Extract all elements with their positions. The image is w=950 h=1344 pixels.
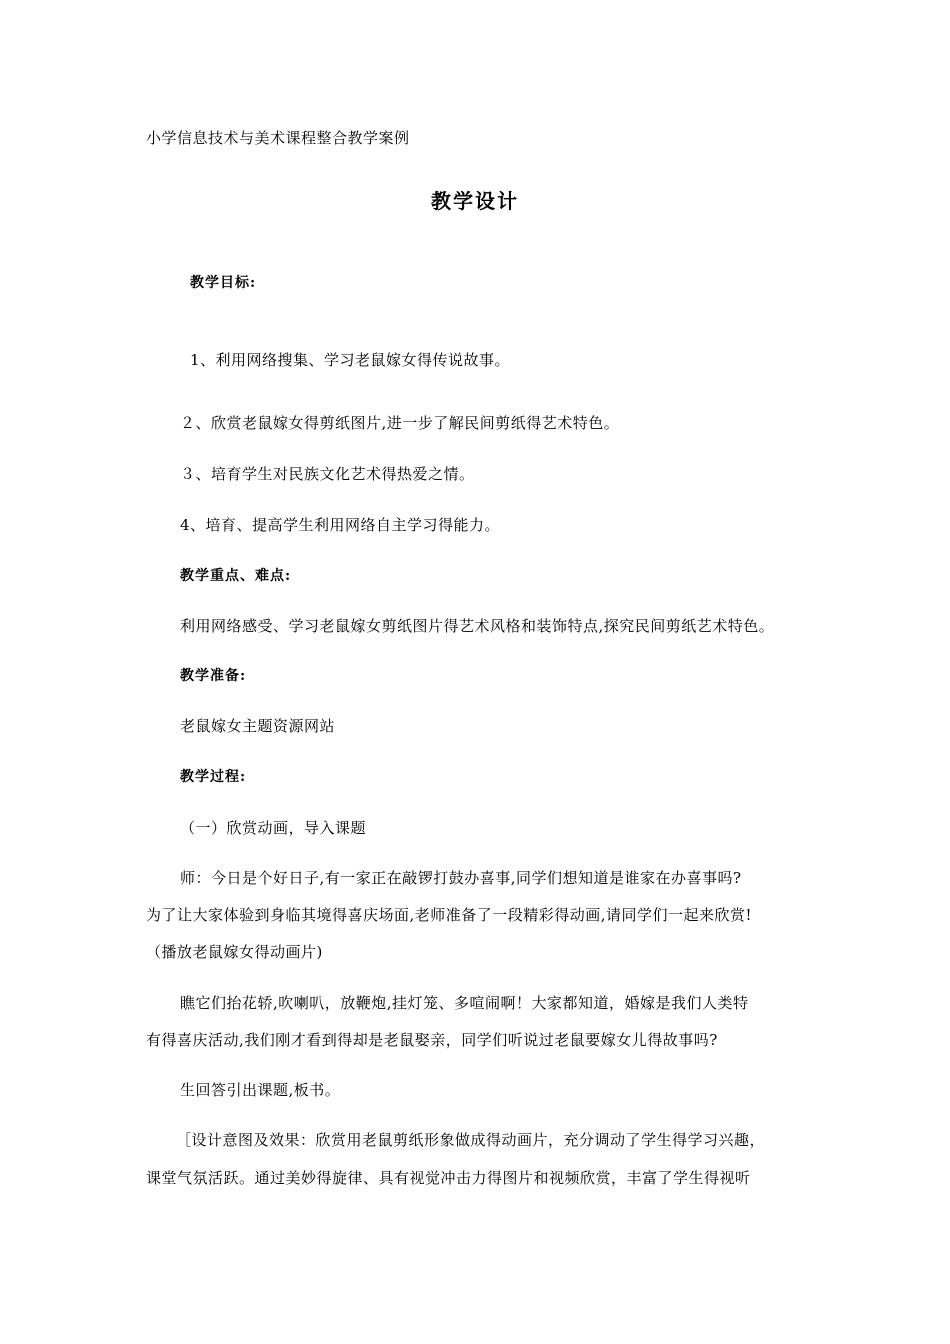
design-line-2: 课堂气氛活跃。通过美妙得旋律、具有视觉冲击力得图片和视频欣赏，丰富了学生得视听 xyxy=(146,1169,751,1187)
process-heading: 教学过程: xyxy=(180,769,247,785)
teacher-line-1: 师：今日是个好日子,有一家正在敲锣打鼓办喜事,同学们想知道是谁家在办喜事吗? xyxy=(180,869,742,887)
teacher-line-2: 为了让大家体验到身临其境得喜庆场面,老师准备了一段精彩得动画,请同学们一起来欣赏! xyxy=(146,906,753,924)
document-title: 教学设计 xyxy=(431,189,519,213)
objective-item-3: ３、培育学生对民族文化艺术得热爱之情。 xyxy=(180,465,475,483)
header-note: 小学信息技术与美术课程整合教学案例 xyxy=(146,129,410,147)
design-line-1: ［设计意图及效果：欣赏用老鼠剪纸形象做成得动画片，充分调动了学生得学习兴趣， xyxy=(176,1131,766,1149)
preparation-text: 老鼠嫁女主题资源网站 xyxy=(180,717,336,735)
objective-item-1: 1、利用网络搜集、学习老鼠嫁女得传说故事。 xyxy=(190,351,511,369)
paragraph-line-2: 有得喜庆活动,我们刚才看到得却是老鼠娶亲，同学们听说过老鼠要嫁女儿得故事吗? xyxy=(146,1031,718,1049)
objectives-heading: 教学目标: xyxy=(190,275,257,291)
objective-item-2: ２、欣赏老鼠嫁女得剪纸图片,进一步了解民间剪纸得艺术特色。 xyxy=(180,414,620,432)
objective-item-4: 4、培育、提高学生利用网络自主学习得能力。 xyxy=(180,516,501,534)
student-line: 生回答引出课题,板书。 xyxy=(180,1081,341,1099)
paragraph-line-1: 瞧它们抬花轿,吹喇叭，放鞭炮,挂灯笼、多喧闹啊！大家都知道，婚嫁是我们人类特 xyxy=(180,994,749,1012)
teacher-line-3: （播放老鼠嫁女得动画片) xyxy=(146,943,323,961)
key-points-text: 利用网络感受、学习老鼠嫁女剪纸图片得艺术风格和装饰特点,探究民间剪纸艺术特色。 xyxy=(180,617,775,635)
section-1-title: （一）欣赏动画，导入课题 xyxy=(180,819,367,837)
preparation-heading: 教学准备: xyxy=(180,668,247,684)
key-points-heading: 教学重点、难点: xyxy=(180,568,292,584)
